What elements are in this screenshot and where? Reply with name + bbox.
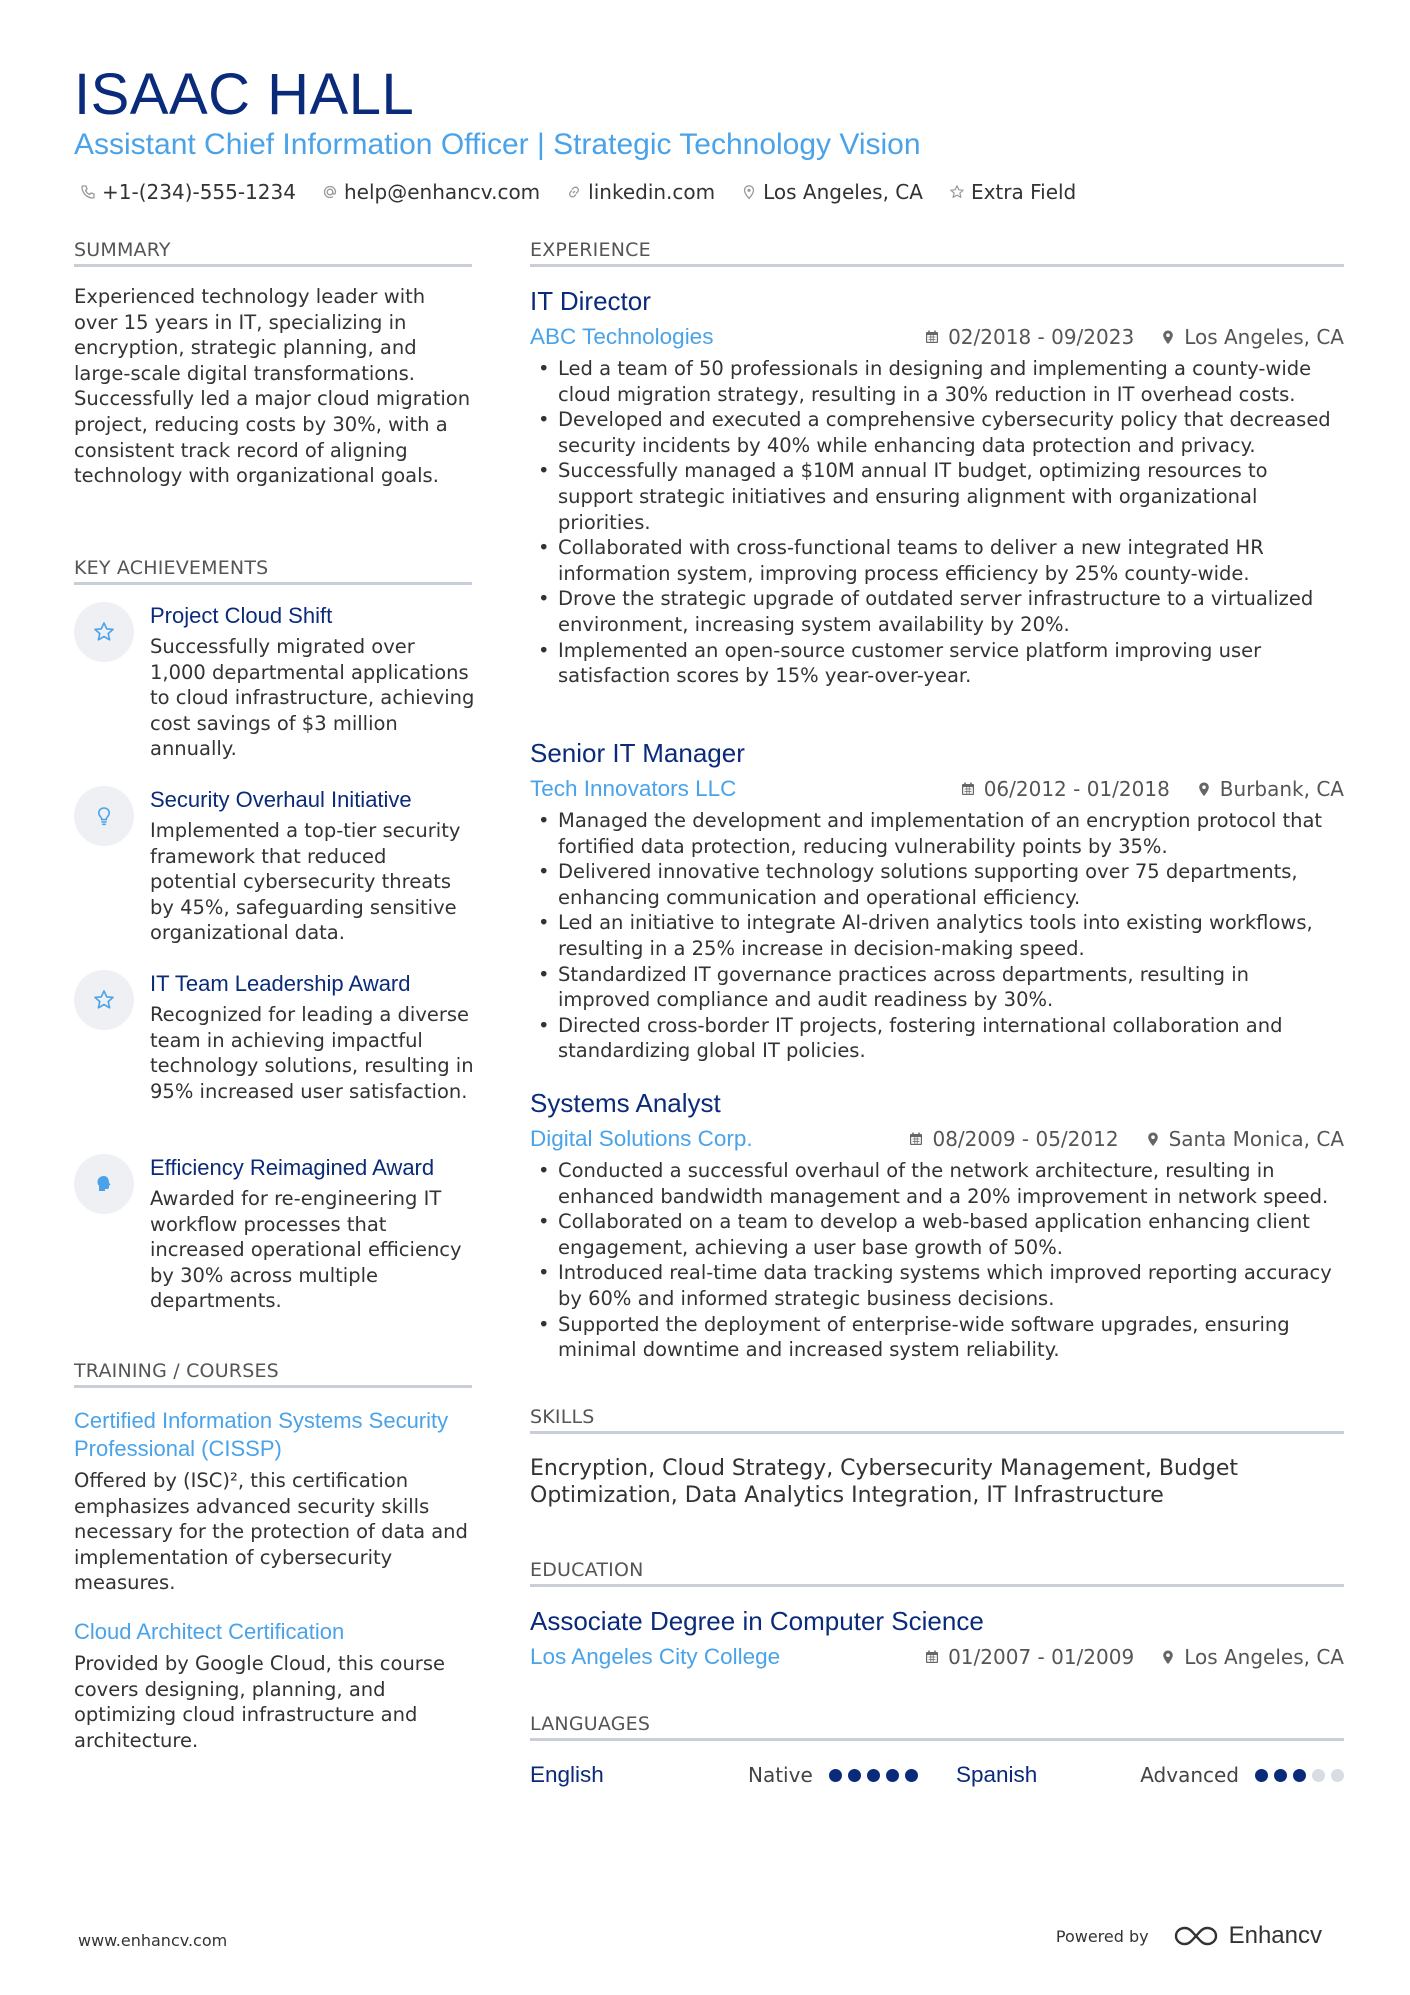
location-icon [1160, 1649, 1176, 1665]
job-bullet: • Developed and executed a comprehensive cybersecurity policy that decreased security incidents by 40% while enhancing data protection and privacy. [530, 407, 1344, 458]
job-location [1160, 323, 1344, 351]
job-bullet: • Introduced real-time data tracking systems which improved reporting accuracy by 60% and informed strategic business decisions. [530, 1260, 1344, 1311]
achievement-desc: Successfully migrated over 1,000 departmental applications to cloud infrastructure, achieving cost savings of $3 million annually. [150, 635, 475, 761]
link-icon [566, 184, 582, 200]
candidate-headline: Assistant Chief Information Officer | Strategic Technology Vision [74, 128, 921, 161]
education-location [1160, 1643, 1344, 1671]
job-meta [908, 1125, 1344, 1153]
summary-heading: SUMMARY [74, 239, 171, 261]
education-school: Los Angeles City College [530, 1644, 781, 1669]
achievement-title: IT Team Leadership Award [150, 971, 411, 996]
location-icon [1196, 781, 1212, 797]
infinity-icon [1173, 1924, 1219, 1948]
job-dates-text: 08/2009 - 05/2012 [932, 1127, 1119, 1151]
job-bullet: • Conducted a successful overhaul of the network architecture, resulting in enhanced bandwidth management and a 20% improvement in network speed. [530, 1158, 1344, 1209]
location-icon [1145, 1131, 1161, 1147]
education-meta [924, 1643, 1344, 1671]
proficiency-dot-filled [867, 1769, 880, 1782]
calendar-icon [924, 1649, 940, 1665]
job-bullet: • Standardized IT governance practices across departments, resulting in improved compliance and audit readiness by 30%. [530, 962, 1344, 1013]
brand-name: Enhancv [1228, 1922, 1322, 1949]
job-title: IT Director [530, 286, 651, 316]
job-meta [924, 323, 1344, 351]
job-dates [960, 775, 1170, 803]
job-dates [908, 1125, 1118, 1153]
job-meta [960, 775, 1344, 803]
education-heading: EDUCATION [530, 1559, 644, 1581]
achievement-desc: Recognized for leading a diverse team in achieving impactful technology solutions, resulting in 95% increased user satisfaction. [150, 1003, 474, 1103]
job-bullet: • Delivered innovative technology solutions supporting over 75 departments, enhancing communication and operational efficiency. [530, 859, 1344, 910]
proficiency-dot-filled [1274, 1769, 1287, 1782]
course-desc: Offered by (ISC)², this certification emphasizes advanced security skills necessary for the protection of data and implementation of cybersecurity measures. [74, 1469, 468, 1595]
proficiency-dot-filled [848, 1769, 861, 1782]
summary-divider [74, 264, 472, 267]
job-bullet: • Drove the strategic upgrade of outdated server infrastructure to a virtualized environment, increasing system availability by 20%. [530, 586, 1344, 637]
job-dates-text: 06/2012 - 01/2018 [983, 777, 1170, 801]
contact-bar [80, 178, 1076, 206]
job-bullet: • Managed the development and implementation of an encryption protocol that fortified data protection, reducing vulnerability points by 35%. [530, 808, 1344, 859]
language-dots [829, 1769, 918, 1782]
star-icon [74, 970, 134, 1030]
language-level-text: Native [748, 1763, 813, 1787]
languages-heading: LANGUAGES [530, 1713, 651, 1735]
job-bullet: • Collaborated on a team to develop a web-based application enhancing client engagement, achieving a user base growth of 50%. [530, 1209, 1344, 1260]
languages-divider [530, 1738, 1344, 1741]
education-degree: Associate Degree in Computer Science [530, 1606, 984, 1636]
job-bullets [530, 808, 1344, 1064]
contact-phone-text: +1-(234)-555-1234 [102, 180, 296, 204]
proficiency-dot-filled [829, 1769, 842, 1782]
contact-extra [949, 178, 1076, 206]
course-title: Cloud Architect Certification [74, 1619, 345, 1644]
contact-email-text: help@enhancv.com [343, 180, 541, 204]
job-company: Digital Solutions Corp. [530, 1126, 753, 1151]
language-level [748, 1761, 918, 1789]
job-location-text: Burbank, CA [1219, 777, 1344, 801]
star-icon [74, 602, 134, 662]
education-dates [924, 1643, 1134, 1671]
training-heading: TRAINING / COURSES [74, 1360, 279, 1382]
proficiency-dot-filled [1255, 1769, 1268, 1782]
experience-heading: EXPERIENCE [530, 239, 651, 261]
proficiency-dot-filled [1293, 1769, 1306, 1782]
location-icon [741, 184, 757, 200]
footer-branding [1056, 1922, 1322, 1950]
achievement-title: Efficiency Reimagined Award [150, 1155, 435, 1180]
skills-divider [530, 1431, 1344, 1434]
job-bullet: • Led an initiative to integrate AI-driven analytics tools into existing workflows, resulting in a 25% increase in decision-making speed. [530, 910, 1344, 961]
proficiency-dot-filled [905, 1769, 918, 1782]
job-company: ABC Technologies [530, 324, 714, 349]
contact-location [741, 178, 923, 206]
job-bullet: • Successfully managed a $10M annual IT budget, optimizing resources to support strategic initiatives and ensuring alignment with organizational priorities. [530, 458, 1344, 535]
course-desc: Provided by Google Cloud, this course covers designing, planning, and optimizing cloud infrastructure and architecture. [74, 1652, 445, 1752]
language-level [1140, 1761, 1344, 1789]
job-title: Systems Analyst [530, 1088, 721, 1118]
achievements-divider [74, 582, 472, 585]
education-divider [530, 1584, 1344, 1587]
powered-by-text: Powered by [1055, 1926, 1149, 1946]
language-dots [1255, 1769, 1344, 1782]
contact-phone[interactable] [80, 178, 296, 206]
job-location [1145, 1125, 1344, 1153]
star-icon [949, 184, 965, 200]
proficiency-dot-empty [1312, 1769, 1325, 1782]
candidate-name: ISAAC HALL [74, 62, 415, 127]
job-bullet: • Led a team of 50 professionals in designing and implementing a county-wide cloud migration strategy, resulting in a 30% reduction in IT overhead costs. [530, 356, 1344, 407]
contact-linkedin[interactable] [566, 178, 715, 206]
proficiency-dot-filled [886, 1769, 899, 1782]
contact-location-text: Los Angeles, CA [763, 180, 923, 204]
job-bullets [530, 356, 1344, 689]
calendar-icon [960, 781, 976, 797]
brain-icon [74, 1154, 134, 1214]
achievement-desc: Awarded for re-engineering IT workflow processes that increased operational efficiency by 30% across multiple departments. [150, 1187, 462, 1313]
skills-heading: SKILLS [530, 1406, 595, 1428]
achievements-heading: KEY ACHIEVEMENTS [74, 557, 269, 579]
achievement-desc: Implemented a top-tier security framework that reduced potential cybersecurity threats by 45%, safeguarding sensitive organizational data. [150, 819, 461, 945]
job-dates [924, 323, 1134, 351]
contact-linkedin-text: linkedin.com [588, 180, 716, 204]
language-name: Spanish [956, 1762, 1038, 1787]
training-divider [74, 1385, 472, 1388]
course-title: Certified Information Systems Security Professional (CISSP) [74, 1408, 449, 1461]
summary-text: Experienced technology leader with over 15 years in IT, specializing in encryption, strategic planning, and large-scale digital transformations. Successfully led a major cloud migration project, reducing costs by 30%, with a consistent track record of aligning technology with organizational goals. [74, 285, 471, 488]
job-bullet: • Collaborated with cross-functional teams to deliver a new integrated HR information system, improving process efficiency by 25% county-wide. [530, 535, 1344, 586]
proficiency-dot-empty [1331, 1769, 1344, 1782]
achievement-title: Project Cloud Shift [150, 603, 333, 628]
calendar-icon [924, 329, 940, 345]
contact-email[interactable] [322, 178, 540, 206]
job-location [1196, 775, 1344, 803]
job-bullet: • Supported the deployment of enterprise-wide software upgrades, ensuring minimal downtime and increased system reliability. [530, 1312, 1344, 1363]
experience-divider [530, 264, 1344, 267]
calendar-icon [908, 1131, 924, 1147]
job-company: Tech Innovators LLC [530, 776, 737, 801]
skills-text: Encryption, Cloud Strategy, Cybersecurity Management, Budget Optimization, Data Analytics Integration, IT Infrastructure [530, 1456, 1238, 1508]
at-icon [322, 184, 338, 200]
education-dates-text: 01/2007 - 01/2009 [948, 1645, 1135, 1669]
language-level-text: Advanced [1140, 1763, 1239, 1787]
job-bullets [530, 1158, 1344, 1363]
location-icon [1160, 329, 1176, 345]
job-bullet: • Directed cross-border IT projects, fostering international collaboration and standardizing global IT policies. [530, 1013, 1344, 1064]
enhancv-logo[interactable] [1173, 1922, 1322, 1950]
language-name: English [530, 1762, 604, 1787]
footer-website[interactable]: www.enhancv.com [78, 1931, 228, 1950]
job-location-text: Santa Monica, CA [1168, 1127, 1344, 1151]
job-dates-text: 02/2018 - 09/2023 [948, 325, 1135, 349]
achievement-title: Security Overhaul Initiative [150, 787, 412, 812]
job-location-text: Los Angeles, CA [1184, 325, 1344, 349]
lightbulb-icon [74, 786, 134, 846]
education-location-text: Los Angeles, CA [1184, 1645, 1344, 1669]
phone-icon [80, 184, 96, 200]
contact-extra-text: Extra Field [970, 180, 1077, 204]
job-title: Senior IT Manager [530, 738, 745, 768]
job-bullet: • Implemented an open-source customer service platform improving user satisfaction scores by 15% year-over-year. [530, 638, 1344, 689]
